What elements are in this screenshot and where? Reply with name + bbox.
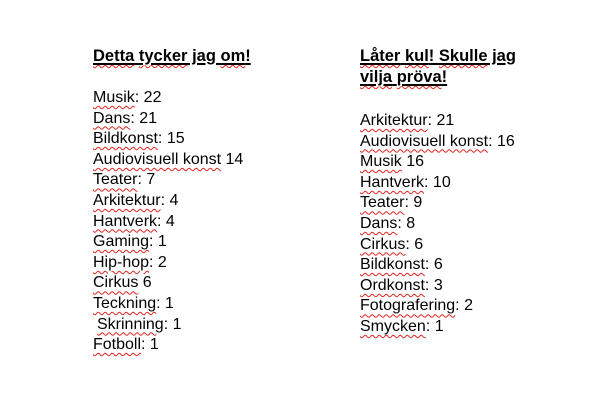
- item-separator: :: [455, 297, 465, 315]
- list-item: [360, 152, 585, 173]
- list-item: [360, 193, 585, 214]
- item-name: Hip-hop: [93, 253, 150, 271]
- item-count: 16: [496, 132, 515, 150]
- list-item: [93, 232, 328, 253]
- item-name: Cirkus: [360, 235, 406, 253]
- list-item: [93, 273, 328, 294]
- list-item: [360, 296, 585, 317]
- liked-heading-word: tycker: [138, 47, 188, 65]
- item-separator: :: [424, 256, 434, 274]
- list-item: [93, 109, 328, 130]
- item-count: 22: [143, 89, 162, 106]
- liked-heading: [93, 46, 328, 67]
- item-separator: :: [137, 171, 147, 189]
- item-separator: :: [134, 89, 144, 106]
- item-separator: :: [424, 173, 433, 191]
- item-name: Smycken: [360, 317, 426, 335]
- item-count: 2: [157, 253, 167, 271]
- item-separator: :: [160, 191, 170, 209]
- list-item: [93, 88, 328, 109]
- item-count: 15: [166, 130, 185, 148]
- item-separator: :: [405, 235, 415, 253]
- item-name: Cirkus: [93, 274, 139, 292]
- item-name: Hantverk: [93, 212, 158, 230]
- item-count: 6: [142, 274, 152, 292]
- list-item: [360, 214, 585, 235]
- item-name: Arkitektur: [360, 112, 428, 129]
- list-item: [360, 173, 585, 194]
- item-count: 6: [414, 235, 424, 253]
- item-name: Ordkonst: [360, 276, 425, 294]
- liked-heading-word: Detta: [93, 47, 135, 65]
- item-count: 1: [149, 336, 159, 354]
- want-heading-text: !: [428, 47, 439, 65]
- list-item: [93, 294, 328, 315]
- list-item: [93, 191, 328, 212]
- item-separator: :: [488, 132, 497, 150]
- item-separator: :: [425, 317, 435, 335]
- item-count: 6: [433, 256, 443, 274]
- item-count: 4: [165, 212, 175, 230]
- list-item: [360, 132, 585, 153]
- item-count: 9: [413, 194, 423, 212]
- item-name: Audiovisuell konst: [360, 132, 489, 150]
- item-count: 1: [434, 317, 444, 335]
- item-name: Fotografering: [360, 297, 456, 315]
- liked-column: [93, 46, 328, 356]
- list-item: [93, 170, 328, 191]
- list-item: [93, 315, 328, 336]
- want-heading-word: Låter: [360, 47, 401, 65]
- item-separator: :: [157, 130, 167, 148]
- item-separator: :: [163, 315, 173, 333]
- want-heading-word: vilja: [360, 68, 393, 86]
- list-item: [360, 276, 585, 297]
- item-name: Musik: [360, 153, 402, 171]
- item-separator: :: [424, 276, 434, 294]
- liked-heading-word: om: [220, 47, 246, 65]
- item-separator: :: [141, 336, 150, 354]
- item-name: Dans: [360, 214, 398, 232]
- liked-list: [93, 88, 328, 356]
- item-name: Skrinning: [97, 315, 164, 333]
- item-count: 1: [157, 233, 167, 251]
- item-separator: :: [130, 109, 140, 127]
- item-count: 4: [169, 191, 179, 209]
- item-count: 3: [433, 276, 443, 294]
- item-name: Bildkonst: [360, 256, 425, 274]
- item-count: 21: [436, 112, 455, 129]
- list-item: [360, 255, 585, 276]
- item-count: 2: [464, 297, 473, 315]
- item-separator: :: [157, 212, 166, 230]
- list-item: [93, 335, 328, 356]
- item-count: 14: [225, 150, 244, 168]
- item-count: 10: [432, 173, 451, 191]
- item-name: Teckning: [93, 294, 157, 312]
- list-item: [93, 212, 328, 233]
- item-separator: :: [156, 294, 166, 312]
- list-item: [93, 253, 328, 274]
- item-separator: :: [149, 233, 158, 251]
- item-separator: :: [427, 112, 437, 129]
- list-item: [93, 150, 328, 171]
- want-heading-text: jag: [487, 47, 516, 65]
- item-name: Fotboll: [93, 336, 142, 354]
- item-count: 16: [406, 153, 425, 171]
- list-item: [360, 235, 585, 256]
- want-heading-text: !: [441, 68, 448, 86]
- item-separator: :: [404, 194, 414, 212]
- want-heading-word: kul: [404, 47, 429, 65]
- item-name: Dans: [93, 109, 131, 127]
- item-name: Hantverk: [360, 173, 425, 191]
- item-count: 8: [406, 214, 416, 232]
- liked-heading-text: jag: [187, 47, 221, 65]
- want-to-try-column: [360, 46, 585, 338]
- want-to-try-list: [360, 111, 585, 338]
- want-heading-word: Skulle: [438, 47, 488, 65]
- item-count: 1: [172, 315, 182, 333]
- item-count: 21: [139, 109, 158, 127]
- item-count: 7: [146, 171, 156, 189]
- want-to-try-heading: [360, 46, 550, 88]
- item-name: Teater: [93, 171, 138, 189]
- item-name: Teater: [360, 194, 405, 212]
- item-separator: :: [149, 253, 158, 271]
- list-item: [360, 317, 585, 338]
- item-name: Bildkonst: [93, 130, 158, 148]
- liked-heading-text: !: [245, 47, 251, 65]
- list-item: [360, 111, 585, 132]
- item-count: 1: [165, 294, 174, 312]
- item-name: Musik: [93, 89, 135, 106]
- item-separator: :: [397, 214, 407, 232]
- item-name: Arkitektur: [93, 191, 161, 209]
- item-name: Gaming: [93, 233, 150, 251]
- item-name: Audiovisuell konst: [93, 150, 222, 168]
- want-heading-word: pröva: [396, 68, 442, 86]
- list-item: [93, 129, 328, 150]
